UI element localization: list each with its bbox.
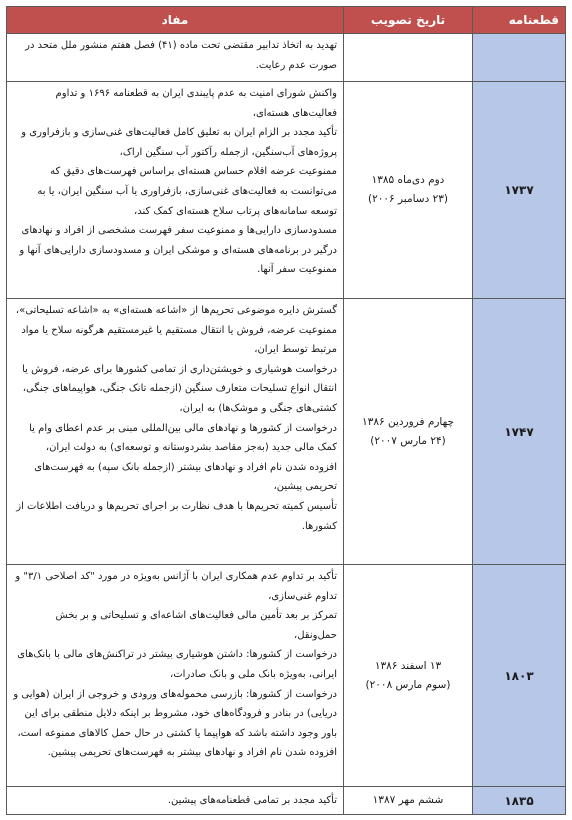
adoption-date <box>344 565 473 787</box>
content-item: درخواست از کشورها و نهادهای مالی بین‌المللی مبنی بر عدم اعطای وام یا کمک مالی جدید (به‌جز مقاصد بشردوستانه و توسعه‌ای) به دولت ایران، <box>29 422 337 454</box>
content-item: درخواست از کشورها: بازرسی محموله‌های ورودی و خروجی از ایران (هوایی و دریایی) در بنادر و فرودگاه‌های خود، مشروط بر اینکه دلایل منطقی برای این باور وجود داشته باشد که هواپیما یا کشتی در حال حمل کالاهای ممنوعه است، <box>13 688 337 739</box>
content-item: درخواست هوشیاری و خویشتن‌داری از تمامی کشورها برای عرضه، فروش یا انتقال انواع تسلیحات متعارف سنگین (ازجمله تانک جنگی، هواپیماهای جنگی، کشتی‌های جنگی و موشک‌ها) به ایران، <box>22 363 337 414</box>
content-item: واکنش شورای امنیت به عدم پایبندی ایران به قطعنامه ۱۶۹۶ و تداوم فعالیت‌های هسته‌ای، <box>55 88 337 119</box>
date-solar: ۱۳ اسفند ۱۳۸۶ <box>374 659 442 672</box>
date-solar: ششم مهر ۱۳۸۷ <box>372 794 444 806</box>
content-item: درخواست از کشورها: داشتن هوشیاری بیشتر در تراکنش‌های مالی با بانک‌های ایرانی، به‌ویژه بانک ملی و بانک صادرات، <box>17 649 337 680</box>
table-row <box>7 82 566 299</box>
content-item: تأکید بر تداوم عدم همکاری ایران با آژانس به‌ویژه در مورد "کد اصلاحی ۳/۱" و تداوم غنی‌سازی، <box>15 571 337 602</box>
content-item: افزوده شدن نام افراد و نهادهای بیشتر به فهرست‌های تحریمی پیشین. <box>47 747 337 759</box>
header-resolution: قطعنامه <box>473 7 566 34</box>
content-item: تهدید به اتخاذ تدابیر مقتضی تحت ماده (۴۱) فصل هفتم منشور ملل متحد در صورت عدم رعایت. <box>25 40 337 71</box>
resolutions-table <box>6 6 566 815</box>
date-gregorian: (۲۳ دسامبر ۲۰۰۶) <box>368 193 448 205</box>
adoption-date <box>344 34 473 82</box>
header-date: تاریخ تصویب <box>344 7 473 34</box>
resolution-number <box>473 34 566 82</box>
content-item: تمرکز بر بعد تأمین مالی فعالیت‌های اشاعه‌ای و تسلیحاتی و بر بخش حمل‌ونقل، <box>55 610 337 641</box>
table-row <box>7 299 566 565</box>
content-item: ممنوعیت عرضه اقلام حساس هسته‌ای براساس فهرست‌های دقیق که می‌توانست به فعالیت‌های غنی‌سازی، بازفراوری یا آب سنگین ایران، یا به توسعه سامانه‌های پرتاب سلاح هسته‌ای کمک کند، <box>37 166 337 217</box>
date-gregorian: (۲۴ مارس ۲۰۰۷) <box>370 434 446 447</box>
content-item: افزوده شدن نام افراد و نهادهای بیشتر (ازجمله بانک سپه) به فهرست‌های تحریمی پیشین، <box>34 461 337 493</box>
date-solar: دوم دی‌ماه ۱۳۸۵ <box>371 174 445 186</box>
resolution-content <box>7 34 344 82</box>
table-row <box>7 565 566 787</box>
table-row <box>7 34 566 82</box>
resolution-content <box>7 787 344 815</box>
content-item: تأکید مجدد بر الزام ایران به تعلیق کامل فعالیت‌های غنی‌سازی و بازفراوری و پروژه‌های آب‌سنگین، ازجمله رآکتور آب سنگین اراک، <box>21 127 337 158</box>
resolution-number: ۱۸۰۳ <box>473 565 566 787</box>
resolution-number: ۱۷۴۷ <box>473 299 566 565</box>
content-item: گسترش دایره موضوعی تحریم‌ها از «اشاعه هسته‌ای» به «اشاعه تسلیحاتی»، ممنوعیت عرضه، فروش یا انتقال مستقیم یا غیرمستقیم هرگونه سلاح یا مواد مرتبط توسط ایران، <box>15 305 337 356</box>
resolution-number: ۱۸۳۵ <box>473 787 566 815</box>
content-item: تأسیس کمیته تحریم‌ها با هدف نظارت بر اجرای تحریم‌ها و دریافت اطلاعات از کشورها. <box>16 500 337 532</box>
resolution-content <box>7 299 344 565</box>
date-solar: چهارم فروردین ۱۳۸۶ <box>362 415 454 428</box>
date-gregorian: (سوم مارس ۲۰۰۸) <box>365 678 451 691</box>
content-item: مسدودسازی دارایی‌ها و ممنوعیت سفر فهرست مشخصی از افراد و نهادهای درگیر در برنامه‌های هسته‌ای و موشکی ایران و مسدودسازی دارایی‌های آنها و ممنوعیت سفر آنها. <box>19 225 337 276</box>
content-item: تأکید مجدد بر تمامی قطعنامه‌های پیشین. <box>167 794 337 806</box>
resolution-content <box>7 82 344 299</box>
resolution-number: ۱۷۳۷ <box>473 82 566 299</box>
adoption-date <box>344 787 473 815</box>
table-header-row <box>7 7 566 34</box>
adoption-date <box>344 299 473 565</box>
resolution-content <box>7 565 344 787</box>
table-row <box>7 787 566 815</box>
header-content: مفاد <box>7 7 344 34</box>
adoption-date <box>344 82 473 299</box>
